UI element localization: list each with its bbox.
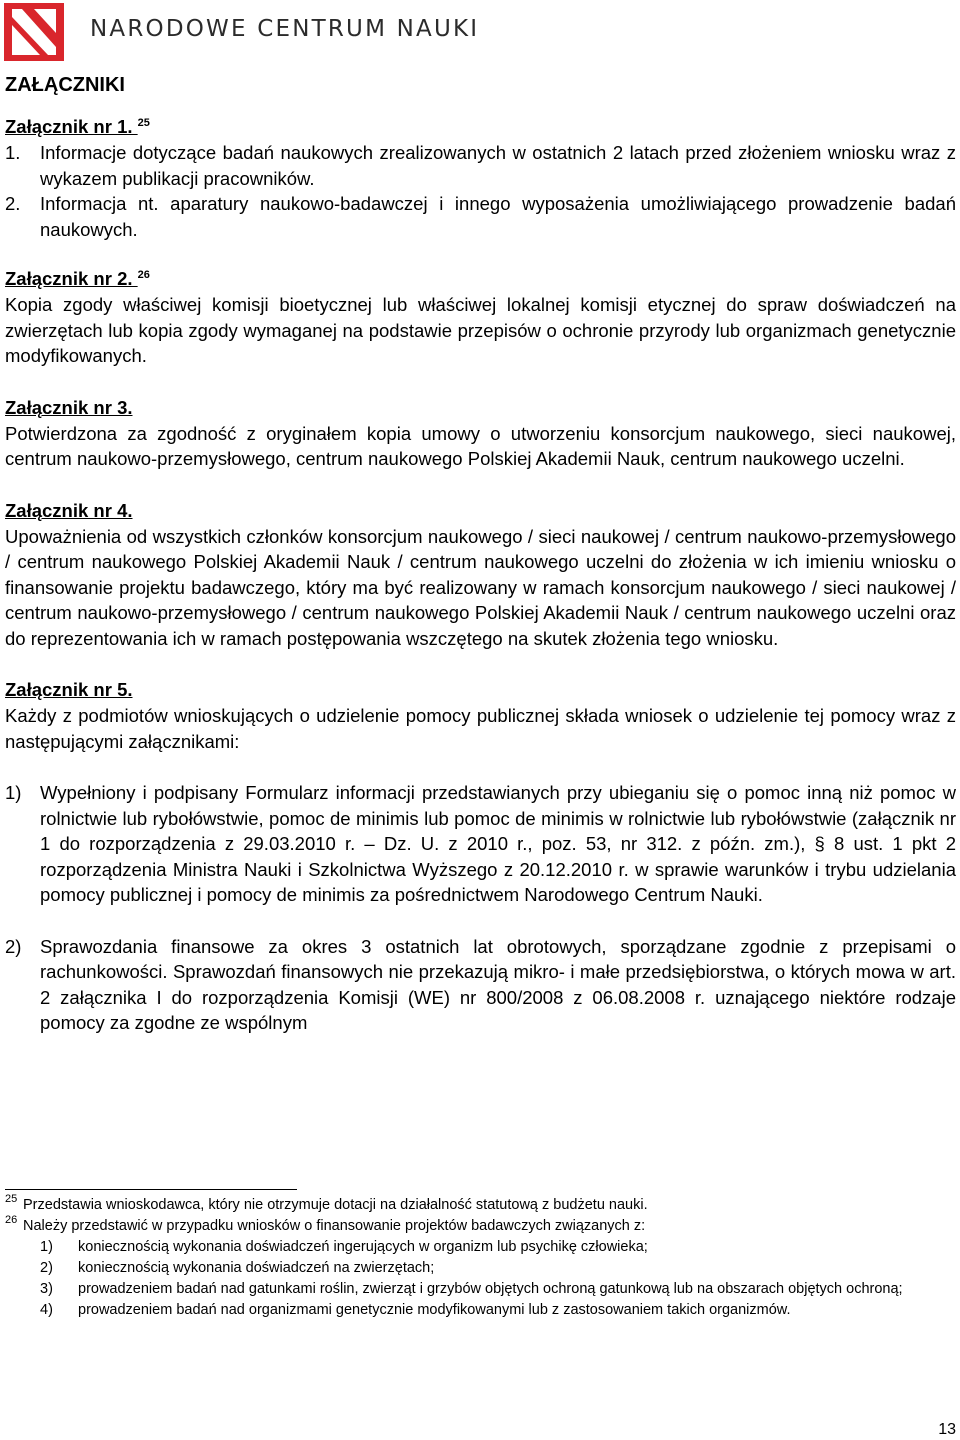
annex-4-heading: Załącznik nr 4. <box>5 499 133 521</box>
list-item: 2. Informacja nt. aparatury naukowo-badawczej i innego wyposażenia umożliwiającego prowadzenie badań naukowych. <box>5 193 956 240</box>
list-item: 1. Informacje dotyczące badań naukowych zrealizowanych w ostatnich 2 latach przed złożeniem wniosku wraz z wykazem publikacji pracowników. <box>5 142 956 189</box>
annex-3-text: Potwierdzona za zgodność z oryginałem kopia umowy o utworzeniu konsorcjum naukowego, sieci naukowej, centrum naukowo-przemysłowego, centrum naukowego Polskiej Akademii Nauk, centrum naukowego uczelni. <box>5 422 956 469</box>
annex-2-text: Kopia zgody właściwej komisji bioetycznej lub właściwej lokalnej komisji etycznej do spraw doświadczeń na zwierzętach lub kopia zgody wymaganej na podstawie przepisów o ochronie przyrody lub organizmach genetycznie modyfikowanych. <box>5 294 956 366</box>
list-item: 2) Sprawozdania finansowe za okres 3 ostatnich lat obrotowych, sporządzane zgodnie z przepisami o rachunkowości. Sprawozdań finansowych nie przekazują mikro- i małe przedsiębiorstwa, o których mowa w art. 2 załącznika I do rozporządzenia Komisji (WE) nr 800/2008 z 06.08.2008 r. uznającego niektóre rodzaje pomocy za zgodne ze wspólnym <box>5 935 956 1033</box>
footnote-26: 26 Należy przedstawić w przypadku wniosków o finansowanie projektów badawczych związanych z: <box>5 1214 646 1234</box>
page-number: 13 <box>938 1421 956 1438</box>
annex-5-heading: Załącznik nr 5. <box>5 679 133 700</box>
document-body <box>5 72 956 1036</box>
annex-5-intro: Każdy z podmiotów wnioskujących o udzielenie pomocy publicznej składa wniosek o udzielenie tej pomocy wraz z następującymi załącznikami: <box>5 705 956 752</box>
annex-4-text: Upoważnienia od wszystkich członków konsorcjum naukowego / sieci naukowej / centrum naukowo-przemysłowego / centrum naukowego Polskiej Akademii Nauk / centrum naukowego uczelni do złożenia w ich imieniu wniosku o finansowanie projektu badawczego, który ma być realizowany w ramach konsorcjum naukowego / sieci naukowej / centrum naukowo-przemysłowego / centrum naukowego Polskiej Akademii Nauk / centrum naukowego uczelni oraz do reprezentowania ich w ramach postępowania wszczętego na skutek złożenia tego wniosku. <box>5 525 956 649</box>
footnote-26-list <box>5 1237 956 1321</box>
list-item: 3) prowadzeniem badań nad gatunkami roślin, zwierząt i grzybów objętych ochroną gatunkową lub na obszarach objętych ochroną; <box>40 1281 903 1297</box>
annex-1-list <box>5 140 956 242</box>
list-item: 4) prowadzeniem badań nad organizmami genetycznie modyfikowanymi lub z zastosowaniem takich organizmów. <box>40 1302 791 1318</box>
footnote-separator <box>5 1189 297 1190</box>
page-title: ZAŁĄCZNIKI <box>5 74 125 96</box>
footnote-25: 25 Przedstawia wnioskodawca, który nie otrzymuje dotacji na działalność statutową z budżetu nauki. <box>5 1193 648 1213</box>
annex-1-heading: Załącznik nr 1. $^{25}$ <box>5 116 150 137</box>
list-item: 1) Wypełniony i podpisany Formularz informacji przedstawianych przy ubieganiu się o pomoc inną niż pomoc w rolnictwie lub rybołówstwie, pomoc de minimis lub pomoc de minimis w rolnictwie lub rybołówstwie (załącznik nr 1 do rozporządzenia z 29.03.2010 r. – Dz. U. z 2010 r., poz. 53, nr 312. z późn. zm.), § 8 ust. 1 pkt 2 rozporządzenia Ministra Nauki i Szkolnictwa Wyższego z 20.12.2010 r. w sprawie warunków i trybu udzielania pomocy publicznej i pomocy de minimis za pośrednictwem Narodowego Centrum Nauki. <box>5 782 956 905</box>
list-item: 2) koniecznością wykonania doświadczeń na zwierzętach; <box>40 1260 435 1276</box>
annex-4 <box>5 498 956 652</box>
list-item: 1) koniecznością wykonania doświadczeń ingerujących w organizm lub psychikę człowieka; <box>40 1239 648 1255</box>
annex-2-heading: Załącznik nr 2. $^{26}$ <box>5 268 150 289</box>
annex-1 <box>5 114 956 242</box>
annex-3 <box>5 395 956 472</box>
ncn-logo-icon <box>4 3 64 61</box>
brand-name: NARODOWE CENTRUM NAUKI <box>90 16 480 42</box>
annex-5 <box>5 677 956 1036</box>
annex-3-heading: Załącznik nr 3. <box>5 396 133 418</box>
footnotes <box>5 1195 956 1321</box>
annex-5-list <box>5 780 956 1036</box>
annex-2 <box>5 266 956 369</box>
